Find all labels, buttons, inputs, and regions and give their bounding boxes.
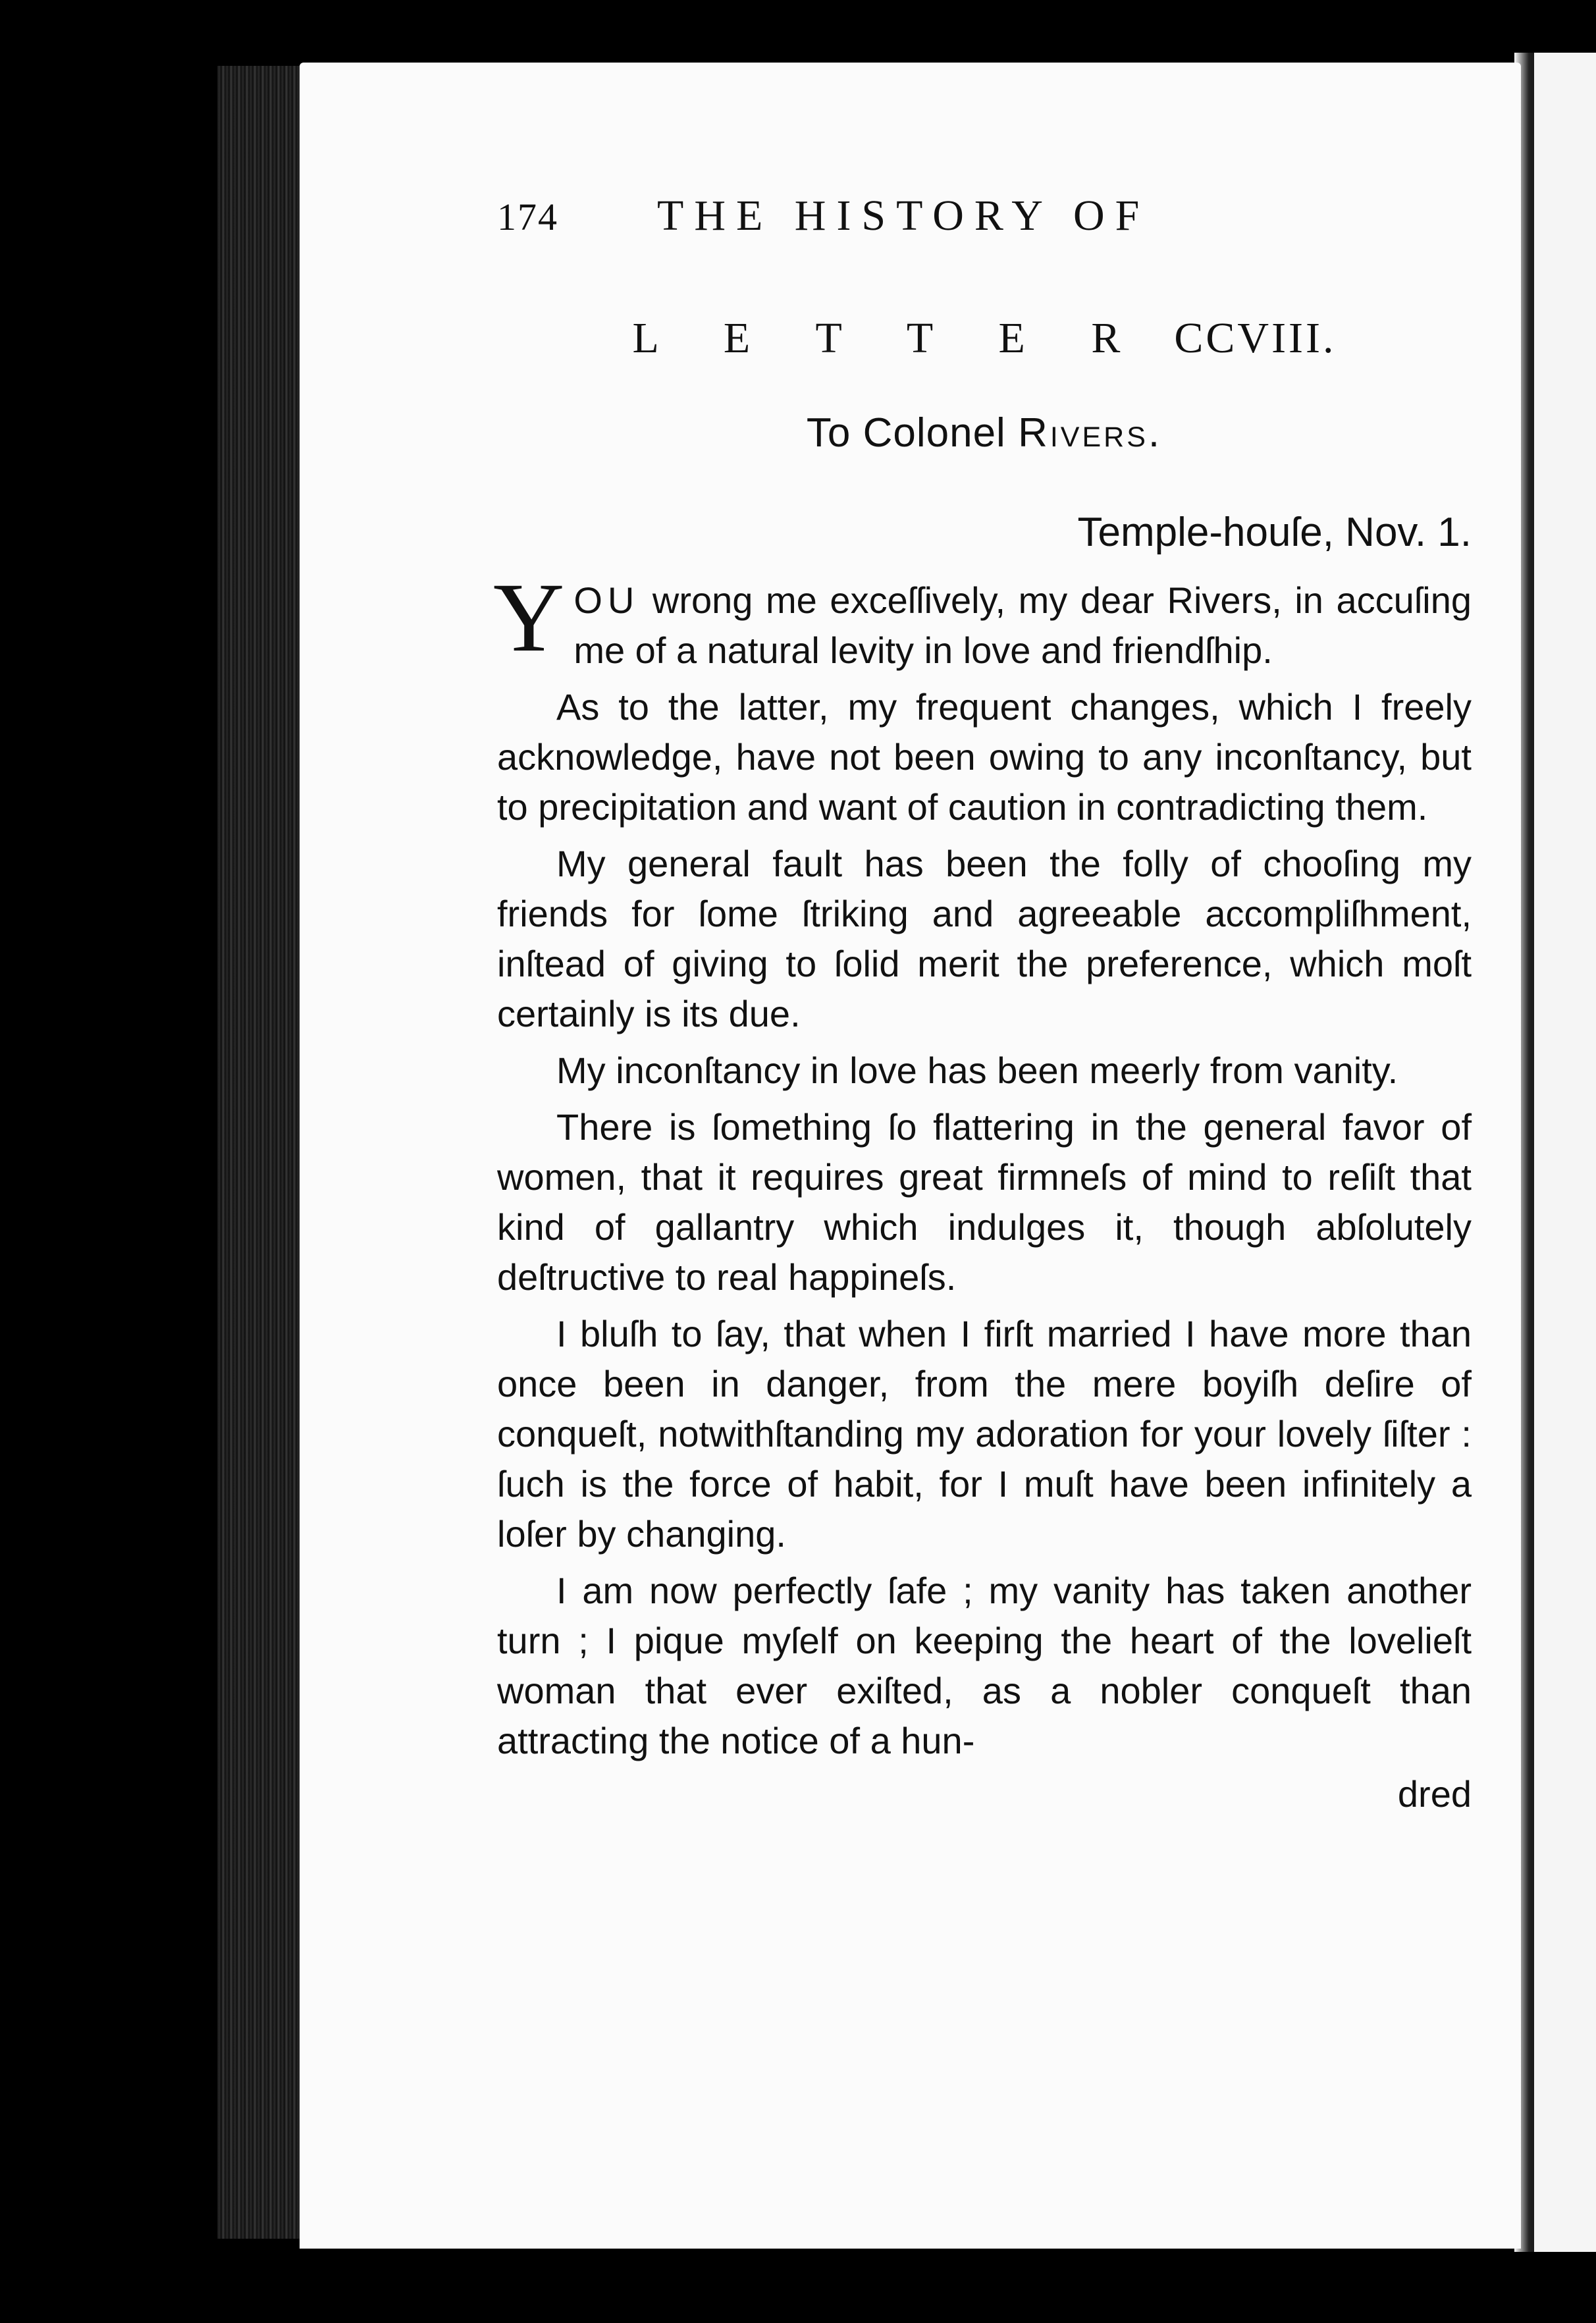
letter-body <box>493 563 1472 1766</box>
dateline: Temple-houſe, Nov. 1. <box>1077 510 1472 555</box>
paragraph: I am now perfectly ſafe ; my vanity has taken another turn ; I pique myſelf on keeping the heart of the lovelieſt woman that ever exiſted, as a nobler conqueſt than attracting the notice of a hun- <box>497 1570 1472 1761</box>
letter-heading <box>497 313 1472 363</box>
paragraph: My general fault has been the folly of chooſing my friends for ſome ſtriking and agreeable accompliſhment, inſtead of giving to ſolid merit the preference, which moſt certainly is its due. <box>497 843 1472 1034</box>
paragraph <box>493 563 1472 676</box>
paragraph: There is ſomething ſo flattering in the general favor of women, that it requires great firmneſs of mind to reſiſt that kind of gallantry which indulges it, though abſolutely deſtructive to real happineſs. <box>497 1106 1472 1298</box>
page-number: 174 <box>497 196 558 238</box>
drop-cap-rest: OU <box>573 579 640 621</box>
recipient-prefix: To Colonel <box>806 410 1019 456</box>
recipient-name: Rivers. <box>1018 410 1163 456</box>
letter-word: L E T T E R <box>632 314 1148 362</box>
letter-number: CCVIII. <box>1174 314 1337 362</box>
paragraph: As to the latter, my frequent changes, which I freely acknowledge, have not been owing to any inconſtancy, but to precipitation and want of caution in contradicting them. <box>497 686 1472 828</box>
facing-page-edge <box>1534 53 1596 2252</box>
paragraph: I bluſh to ſay, that when I firſt married I have more than once been in danger, from the mere boyiſh deſire of conqueſt, notwithſtanding my adoration for your lovely ſiſter : ſuch is the force of habit, for I muſt have been infinitely a loſer by changing. <box>497 1313 1472 1555</box>
drop-cap: Y <box>493 563 565 672</box>
running-title: THE HISTORY OF <box>657 192 1150 240</box>
page-text-block <box>493 151 1472 1815</box>
paragraph-text: wrong me exceſſively, my dear Rivers, in accuſing me of a natural levity in love and friendſhip. <box>573 579 1472 671</box>
running-head <box>497 191 1472 241</box>
letter-recipient <box>497 410 1472 456</box>
paragraph: My inconſtancy in love has been meerly from vanity. <box>556 1050 1398 1091</box>
catchword: dred <box>1397 1773 1472 1815</box>
